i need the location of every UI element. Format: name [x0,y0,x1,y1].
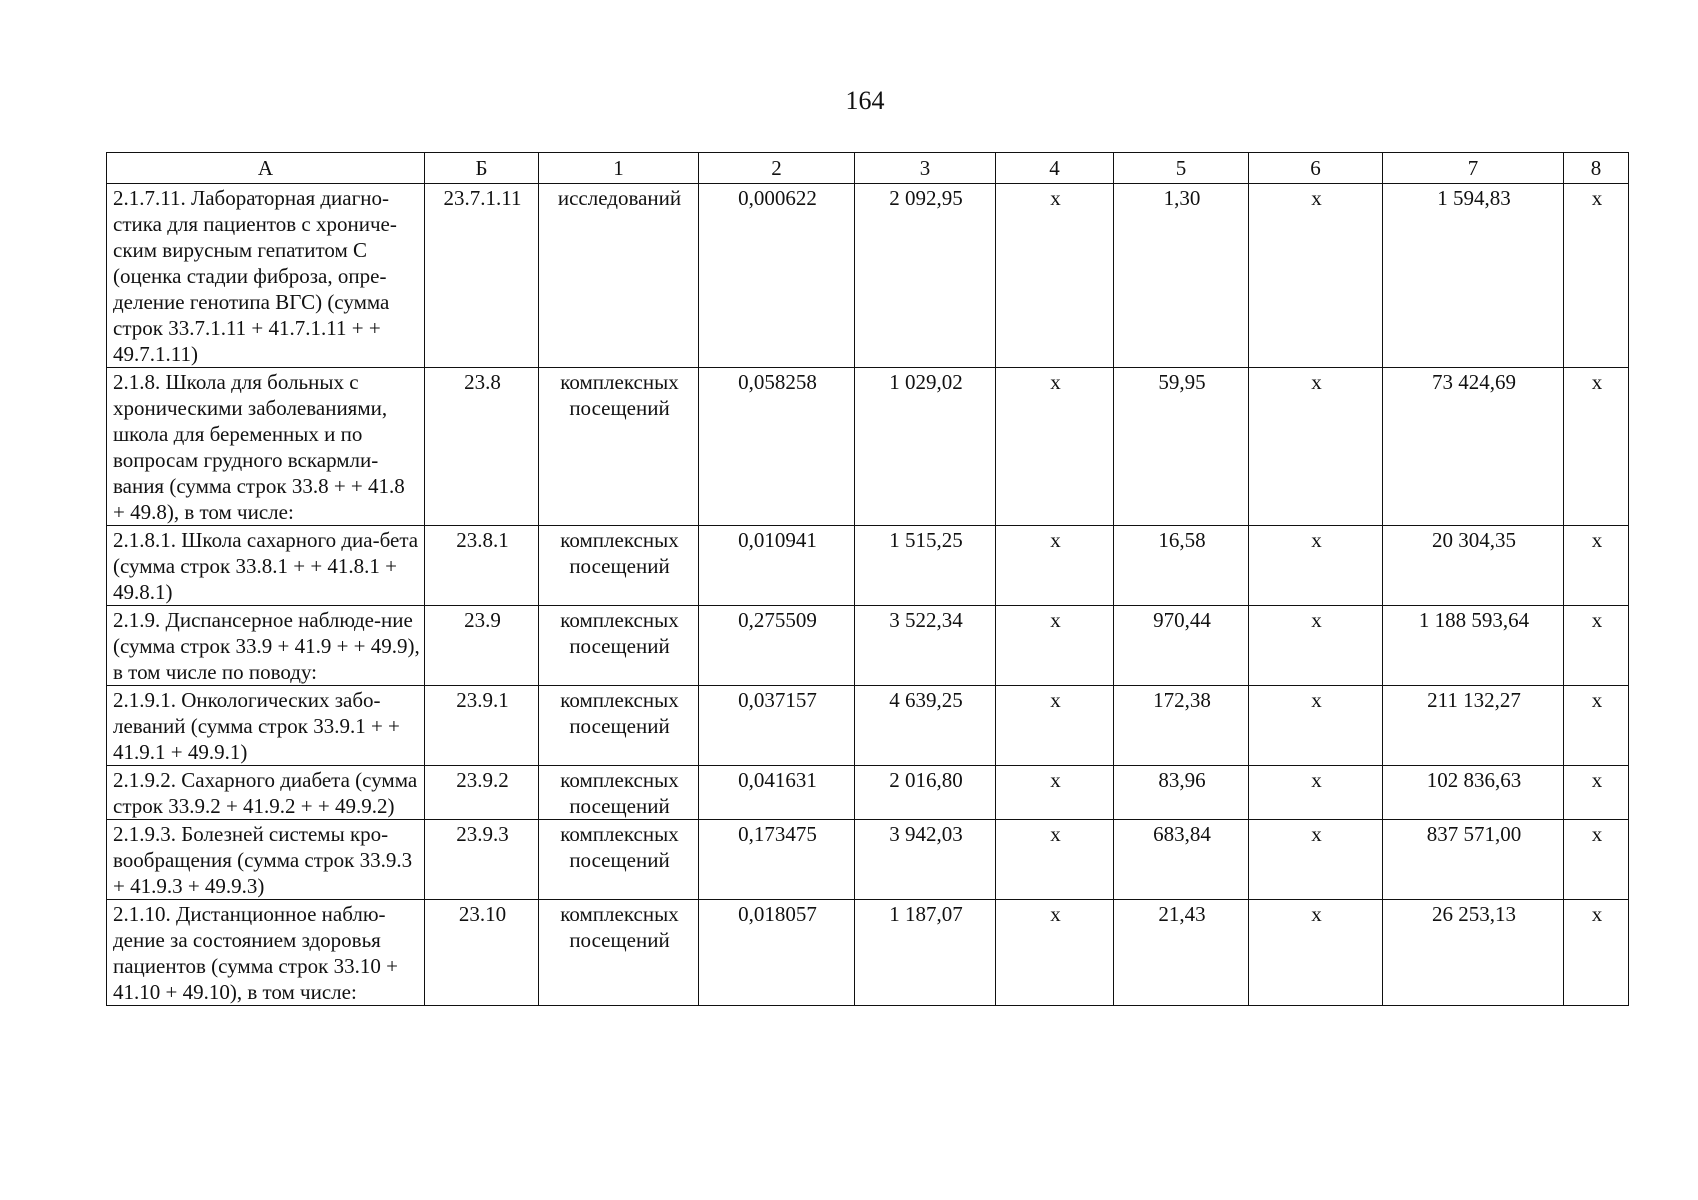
row-unit-cell: комплексных посещений [539,766,699,820]
row-code-cell: 23.8 [425,368,539,526]
row-col3-cell: 1 187,07 [855,900,996,1006]
row-col7-cell: 837 571,00 [1383,820,1564,900]
row-col3-cell: 2 092,95 [855,184,996,368]
row-unit-cell: комплексных посещений [539,686,699,766]
table-row [107,820,1629,900]
row-col6-cell: х [1249,606,1383,686]
column-header: 5 [1114,153,1249,184]
column-header: 1 [539,153,699,184]
row-col7-cell: 102 836,63 [1383,766,1564,820]
table-row [107,184,1629,368]
table-row [107,766,1629,820]
column-header: 7 [1383,153,1564,184]
row-col4-cell: х [996,184,1114,368]
row-name-cell: 2.1.9. Диспансерное наблюде-ние (сумма строк 33.9 + 41.9 + + 49.9), в том числе по поводу: [107,606,425,686]
row-col8-cell: х [1564,526,1629,606]
row-col7-cell: 1 594,83 [1383,184,1564,368]
row-name-cell: 2.1.9.3. Болезней системы кро-вообращения (сумма строк 33.9.3 + 41.9.3 + 49.9.3) [107,820,425,900]
row-col2-cell: 0,275509 [699,606,855,686]
row-name-cell: 2.1.9.1. Онкологических забо-леваний (сумма строк 33.9.1 + + 41.9.1 + 49.9.1) [107,686,425,766]
column-header: 8 [1564,153,1629,184]
row-unit-cell: исследований [539,184,699,368]
row-col2-cell: 0,037157 [699,686,855,766]
row-col2-cell: 0,058258 [699,368,855,526]
row-col7-cell: 73 424,69 [1383,368,1564,526]
row-col3-cell: 3 942,03 [855,820,996,900]
row-col2-cell: 0,173475 [699,820,855,900]
row-col8-cell: х [1564,368,1629,526]
row-name-cell: 2.1.8.1. Школа сахарного диа-бета (сумма строк 33.8.1 + + 41.8.1 + 49.8.1) [107,526,425,606]
row-col7-cell: 20 304,35 [1383,526,1564,606]
row-col2-cell: 0,041631 [699,766,855,820]
row-col8-cell: х [1564,606,1629,686]
column-header: 2 [699,153,855,184]
row-code-cell: 23.9.3 [425,820,539,900]
header-row [107,153,1629,184]
row-name-cell: 2.1.7.11. Лабораторная диагно-стика для пациентов с хрониче-ским вирусным гепатитом С (оценка стадии фиброза, опре-деление генотипа ВГС) (сумма строк 33.7.1.11 + 41.7.1.11 + + 49.7.1.11) [107,184,425,368]
row-unit-cell: комплексных посещений [539,526,699,606]
row-col8-cell: х [1564,686,1629,766]
row-name-cell: 2.1.10. Дистанционное наблю-дение за состоянием здоровья пациентов (сумма строк 33.10 + 41.10 + 49.10), в том числе: [107,900,425,1006]
row-col6-cell: х [1249,184,1383,368]
row-code-cell: 23.9.2 [425,766,539,820]
row-col6-cell: х [1249,900,1383,1006]
table-row [107,526,1629,606]
data-table [106,152,1629,1006]
row-unit-cell: комплексных посещений [539,900,699,1006]
row-col6-cell: х [1249,686,1383,766]
table-row [107,368,1629,526]
row-col5-cell: 172,38 [1114,686,1249,766]
row-col2-cell: 0,018057 [699,900,855,1006]
row-name-cell: 2.1.9.2. Сахарного диабета (сумма строк 33.9.2 + 41.9.2 + + 49.9.2) [107,766,425,820]
row-col3-cell: 2 016,80 [855,766,996,820]
row-col6-cell: х [1249,766,1383,820]
row-col4-cell: х [996,526,1114,606]
row-col5-cell: 59,95 [1114,368,1249,526]
table-row [107,606,1629,686]
column-header: Б [425,153,539,184]
row-col7-cell: 1 188 593,64 [1383,606,1564,686]
row-col3-cell: 1 515,25 [855,526,996,606]
row-code-cell: 23.7.1.11 [425,184,539,368]
column-header: 3 [855,153,996,184]
row-col4-cell: х [996,820,1114,900]
row-col3-cell: 1 029,02 [855,368,996,526]
row-col6-cell: х [1249,368,1383,526]
row-col7-cell: 26 253,13 [1383,900,1564,1006]
row-code-cell: 23.8.1 [425,526,539,606]
row-col2-cell: 0,000622 [699,184,855,368]
row-col6-cell: х [1249,820,1383,900]
row-col5-cell: 83,96 [1114,766,1249,820]
row-col3-cell: 3 522,34 [855,606,996,686]
row-col7-cell: 211 132,27 [1383,686,1564,766]
row-col6-cell: х [1249,526,1383,606]
row-col4-cell: х [996,368,1114,526]
row-unit-cell: комплексных посещений [539,368,699,526]
row-name-cell: 2.1.8. Школа для больных с хроническими заболеваниями, школа для беременных и по вопросам грудного вскармли-вания (сумма строк 33.8 + + 41.8 + 49.8), в том числе: [107,368,425,526]
page-number: 164 [845,86,885,115]
row-col8-cell: х [1564,820,1629,900]
row-col5-cell: 1,30 [1114,184,1249,368]
row-col8-cell: х [1564,184,1629,368]
row-code-cell: 23.9.1 [425,686,539,766]
column-header: 4 [996,153,1114,184]
row-col5-cell: 16,58 [1114,526,1249,606]
row-unit-cell: комплексных посещений [539,606,699,686]
row-col5-cell: 970,44 [1114,606,1249,686]
row-col4-cell: х [996,766,1114,820]
row-code-cell: 23.10 [425,900,539,1006]
row-col4-cell: х [996,900,1114,1006]
row-code-cell: 23.9 [425,606,539,686]
row-unit-cell: комплексных посещений [539,820,699,900]
row-col4-cell: х [996,606,1114,686]
column-header: 6 [1249,153,1383,184]
row-col4-cell: х [996,686,1114,766]
table-row [107,686,1629,766]
row-col3-cell: 4 639,25 [855,686,996,766]
column-header: А [107,153,425,184]
row-col5-cell: 683,84 [1114,820,1249,900]
row-col8-cell: х [1564,766,1629,820]
row-col5-cell: 21,43 [1114,900,1249,1006]
row-col8-cell: х [1564,900,1629,1006]
table-row [107,900,1629,1006]
row-col2-cell: 0,010941 [699,526,855,606]
